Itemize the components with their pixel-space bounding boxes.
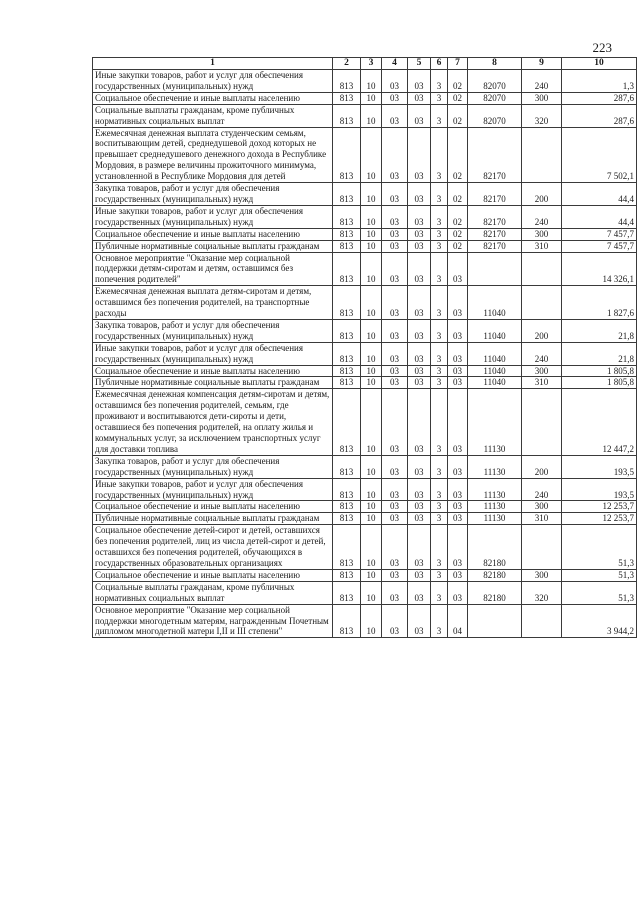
- code-direction: 82180: [468, 581, 522, 604]
- code-direction: 82170: [468, 183, 522, 206]
- code-ministry: 813: [333, 70, 361, 93]
- code-subsection: 03: [382, 455, 408, 478]
- code-expense-type: 300: [522, 228, 562, 240]
- code-subsection: 03: [382, 183, 408, 206]
- table-row: [93, 127, 637, 183]
- amount: 21,8: [562, 342, 637, 365]
- code-event: 03: [448, 342, 468, 365]
- code-expense-type: [522, 389, 562, 455]
- code-subsection: 03: [382, 501, 408, 513]
- code-program: 03: [408, 478, 431, 501]
- code-expense-type: 320: [522, 104, 562, 127]
- code-program: 03: [408, 581, 431, 604]
- code-subsection: 03: [382, 478, 408, 501]
- code-direction: 82170: [468, 127, 522, 183]
- code-direction: 11130: [468, 389, 522, 455]
- row-name: Иные закупки товаров, работ и услуг для обеспечения государственных (муниципальных) нужд: [93, 205, 333, 228]
- code-program: 03: [408, 70, 431, 93]
- code-event: 02: [448, 127, 468, 183]
- code-ministry: 813: [333, 286, 361, 320]
- code-section: 10: [361, 240, 382, 252]
- code-direction: 11040: [468, 365, 522, 377]
- code-subsection: 03: [382, 525, 408, 570]
- code-expense-type: 200: [522, 455, 562, 478]
- code-subsection: 03: [382, 342, 408, 365]
- code-event: 02: [448, 183, 468, 206]
- code-subsection: 03: [382, 604, 408, 638]
- code-expense-type: [522, 525, 562, 570]
- column-header: 2: [333, 58, 361, 70]
- code-subsection: 03: [382, 319, 408, 342]
- row-name: Иные закупки товаров, работ и услуг для обеспечения государственных (муниципальных) нужд: [93, 70, 333, 93]
- code-event: 03: [448, 252, 468, 286]
- code-section: 10: [361, 478, 382, 501]
- table-row: [93, 525, 637, 570]
- code-program: 03: [408, 127, 431, 183]
- code-direction: 82070: [468, 92, 522, 104]
- code-ministry: 813: [333, 569, 361, 581]
- code-subsection: 03: [382, 365, 408, 377]
- code-direction: 11130: [468, 455, 522, 478]
- row-name: Социальное обеспечение детей-сирот и детей, оставшихся без попечения родителей, лиц из числа детей-сирот и детей, оставшихся без попечения родителей, обучающихся в государственных образовательных организациях: [93, 525, 333, 570]
- code-subprogram: 3: [431, 569, 448, 581]
- table-row: [93, 205, 637, 228]
- code-expense-type: 240: [522, 70, 562, 93]
- code-program: 03: [408, 342, 431, 365]
- code-direction: 11040: [468, 319, 522, 342]
- code-direction: 82180: [468, 525, 522, 570]
- code-expense-type: 240: [522, 205, 562, 228]
- code-subprogram: 3: [431, 319, 448, 342]
- code-subprogram: 3: [431, 604, 448, 638]
- code-section: 10: [361, 104, 382, 127]
- amount: 3 944,2: [562, 604, 637, 638]
- code-expense-type: 320: [522, 581, 562, 604]
- code-ministry: 813: [333, 127, 361, 183]
- code-ministry: 813: [333, 389, 361, 455]
- code-event: 02: [448, 104, 468, 127]
- code-subprogram: 3: [431, 581, 448, 604]
- table-row: [93, 240, 637, 252]
- amount: 12 253,7: [562, 501, 637, 513]
- table-row: [93, 455, 637, 478]
- code-section: 10: [361, 70, 382, 93]
- code-program: 03: [408, 455, 431, 478]
- amount: 193,5: [562, 455, 637, 478]
- code-subprogram: 3: [431, 478, 448, 501]
- code-section: 10: [361, 183, 382, 206]
- amount: 51,3: [562, 569, 637, 581]
- code-section: 10: [361, 205, 382, 228]
- code-ministry: 813: [333, 92, 361, 104]
- code-event: 02: [448, 70, 468, 93]
- code-subsection: 03: [382, 104, 408, 127]
- code-ministry: 813: [333, 478, 361, 501]
- row-name: Закупка товаров, работ и услуг для обеспечения государственных (муниципальных) нужд: [93, 455, 333, 478]
- code-event: 03: [448, 513, 468, 525]
- page-number: 223: [592, 40, 612, 55]
- code-subsection: 03: [382, 240, 408, 252]
- code-section: 10: [361, 286, 382, 320]
- code-expense-type: 300: [522, 569, 562, 581]
- code-program: 03: [408, 569, 431, 581]
- row-name: Основное мероприятие "Оказание мер социальной поддержки многодетным матерям, награжденным Почетным дипломом многодетной матери I,II и III степени": [93, 604, 333, 638]
- code-subsection: 03: [382, 377, 408, 389]
- column-header: 6: [431, 58, 448, 70]
- code-section: 10: [361, 455, 382, 478]
- row-name: Социальное обеспечение и иные выплаты населению: [93, 228, 333, 240]
- table-row: [93, 252, 637, 286]
- code-event: 03: [448, 525, 468, 570]
- column-header: 5: [408, 58, 431, 70]
- row-name: Социальное обеспечение и иные выплаты населению: [93, 501, 333, 513]
- code-subprogram: 3: [431, 252, 448, 286]
- code-expense-type: 200: [522, 183, 562, 206]
- code-ministry: 813: [333, 365, 361, 377]
- row-name: Публичные нормативные социальные выплаты гражданам: [93, 377, 333, 389]
- amount: 14 326,1: [562, 252, 637, 286]
- code-program: 03: [408, 205, 431, 228]
- code-direction: 11130: [468, 513, 522, 525]
- column-header: 8: [468, 58, 522, 70]
- code-expense-type: [522, 252, 562, 286]
- table-row: [93, 569, 637, 581]
- code-subprogram: 3: [431, 513, 448, 525]
- code-section: 10: [361, 581, 382, 604]
- code-program: 03: [408, 104, 431, 127]
- amount: 7 457,7: [562, 228, 637, 240]
- row-name: Закупка товаров, работ и услуг для обеспечения государственных (муниципальных) нужд: [93, 183, 333, 206]
- code-ministry: 813: [333, 501, 361, 513]
- code-ministry: 813: [333, 240, 361, 252]
- column-header: 9: [522, 58, 562, 70]
- code-subsection: 03: [382, 513, 408, 525]
- code-event: 03: [448, 455, 468, 478]
- code-ministry: 813: [333, 228, 361, 240]
- code-subsection: 03: [382, 286, 408, 320]
- code-subsection: 03: [382, 252, 408, 286]
- code-ministry: 813: [333, 377, 361, 389]
- code-program: 03: [408, 501, 431, 513]
- code-expense-type: [522, 604, 562, 638]
- table-row: [93, 319, 637, 342]
- amount: 51,3: [562, 525, 637, 570]
- row-name: Социальные выплаты гражданам, кроме публичных нормативных социальных выплат: [93, 581, 333, 604]
- code-direction: 11130: [468, 501, 522, 513]
- code-section: 10: [361, 501, 382, 513]
- row-name: Закупка товаров, работ и услуг для обеспечения государственных (муниципальных) нужд: [93, 319, 333, 342]
- code-event: 03: [448, 501, 468, 513]
- code-expense-type: 310: [522, 377, 562, 389]
- code-program: 03: [408, 377, 431, 389]
- code-subsection: 03: [382, 205, 408, 228]
- code-program: 03: [408, 286, 431, 320]
- code-subsection: 03: [382, 70, 408, 93]
- code-program: 03: [408, 252, 431, 286]
- code-section: 10: [361, 604, 382, 638]
- code-ministry: 813: [333, 525, 361, 570]
- code-subprogram: 3: [431, 104, 448, 127]
- table-row: [93, 365, 637, 377]
- row-name: Ежемесячная денежная выплата студенческим семьям, воспитывающим детей, среднедушевой доход которых не превышает среднедушевого денежного дохода в Республике Мордовия, в размере величины прожиточного минимума, установленной в Республике Мордовия для детей: [93, 127, 333, 183]
- code-program: 03: [408, 389, 431, 455]
- row-name: Публичные нормативные социальные выплаты гражданам: [93, 240, 333, 252]
- amount: 44,4: [562, 205, 637, 228]
- code-subprogram: 3: [431, 92, 448, 104]
- column-header: 1: [93, 58, 333, 70]
- code-event: 03: [448, 377, 468, 389]
- table-row: [93, 604, 637, 638]
- code-expense-type: 240: [522, 342, 562, 365]
- code-program: 03: [408, 92, 431, 104]
- code-ministry: 813: [333, 183, 361, 206]
- code-ministry: 813: [333, 319, 361, 342]
- code-event: 02: [448, 228, 468, 240]
- amount: 287,6: [562, 92, 637, 104]
- table-row: [93, 342, 637, 365]
- code-event: 03: [448, 389, 468, 455]
- code-subprogram: 3: [431, 228, 448, 240]
- amount: 1 827,6: [562, 286, 637, 320]
- table-row: [93, 501, 637, 513]
- row-name: Иные закупки товаров, работ и услуг для обеспечения государственных (муниципальных) нужд: [93, 478, 333, 501]
- code-subprogram: 3: [431, 377, 448, 389]
- code-event: 03: [448, 286, 468, 320]
- code-direction: 82070: [468, 70, 522, 93]
- code-expense-type: [522, 127, 562, 183]
- code-program: 03: [408, 525, 431, 570]
- code-direction: 82170: [468, 228, 522, 240]
- code-subprogram: 3: [431, 70, 448, 93]
- code-event: 03: [448, 478, 468, 501]
- code-direction: [468, 604, 522, 638]
- code-event: 03: [448, 365, 468, 377]
- code-expense-type: [522, 286, 562, 320]
- code-direction: 82170: [468, 205, 522, 228]
- code-subsection: 03: [382, 127, 408, 183]
- code-subprogram: 3: [431, 240, 448, 252]
- code-event: 02: [448, 205, 468, 228]
- code-subsection: 03: [382, 581, 408, 604]
- code-direction: [468, 252, 522, 286]
- amount: 7 457,7: [562, 240, 637, 252]
- row-name: Социальное обеспечение и иные выплаты населению: [93, 92, 333, 104]
- code-event: 04: [448, 604, 468, 638]
- code-direction: 82170: [468, 240, 522, 252]
- code-subprogram: 3: [431, 342, 448, 365]
- code-expense-type: 310: [522, 513, 562, 525]
- code-section: 10: [361, 127, 382, 183]
- amount: 287,6: [562, 104, 637, 127]
- code-expense-type: 240: [522, 478, 562, 501]
- amount: 1,3: [562, 70, 637, 93]
- code-event: 02: [448, 240, 468, 252]
- table-row: [93, 581, 637, 604]
- column-header: 3: [361, 58, 382, 70]
- column-header: 4: [382, 58, 408, 70]
- table-row: [93, 389, 637, 455]
- code-event: 03: [448, 581, 468, 604]
- row-name: Ежемесячная денежная компенсация детям-сиротам и детям, оставшимся без попечения родителей, семьям, где проживают и воспитываются дети-сироты и дети, оставшиеся без попечения родителей, на оплату жилья и коммунальных услуг, за исключением транспортных услуг для доставки топлива: [93, 389, 333, 455]
- code-subprogram: 3: [431, 455, 448, 478]
- code-subprogram: 3: [431, 525, 448, 570]
- code-subsection: 03: [382, 389, 408, 455]
- code-subprogram: 3: [431, 389, 448, 455]
- code-section: 10: [361, 513, 382, 525]
- code-program: 03: [408, 240, 431, 252]
- code-ministry: 813: [333, 455, 361, 478]
- code-program: 03: [408, 183, 431, 206]
- code-expense-type: 300: [522, 501, 562, 513]
- code-event: 02: [448, 92, 468, 104]
- code-section: 10: [361, 252, 382, 286]
- code-program: 03: [408, 513, 431, 525]
- code-program: 03: [408, 365, 431, 377]
- amount: 21,8: [562, 319, 637, 342]
- amount: 7 502,1: [562, 127, 637, 183]
- code-section: 10: [361, 342, 382, 365]
- code-expense-type: 300: [522, 365, 562, 377]
- table-row: [93, 377, 637, 389]
- code-event: 03: [448, 319, 468, 342]
- row-name: Ежемесячная денежная выплата детям-сиротам и детям, оставшимся без попечения родителей, на транспортные расходы: [93, 286, 333, 320]
- code-subprogram: 3: [431, 205, 448, 228]
- code-section: 10: [361, 228, 382, 240]
- amount: 12 253,7: [562, 513, 637, 525]
- code-expense-type: 200: [522, 319, 562, 342]
- table-row: [93, 478, 637, 501]
- code-event: 03: [448, 569, 468, 581]
- code-ministry: 813: [333, 513, 361, 525]
- budget-table: [92, 57, 637, 638]
- table-row: [93, 104, 637, 127]
- code-subprogram: 3: [431, 365, 448, 377]
- code-ministry: 813: [333, 342, 361, 365]
- column-header: 10: [562, 58, 637, 70]
- code-expense-type: 310: [522, 240, 562, 252]
- amount: 1 805,8: [562, 365, 637, 377]
- code-program: 03: [408, 604, 431, 638]
- code-expense-type: 300: [522, 92, 562, 104]
- amount: 1 805,8: [562, 377, 637, 389]
- code-subprogram: 3: [431, 183, 448, 206]
- column-header: 7: [448, 58, 468, 70]
- code-subprogram: 3: [431, 127, 448, 183]
- code-section: 10: [361, 569, 382, 581]
- row-name: Социальное обеспечение и иные выплаты населению: [93, 569, 333, 581]
- row-name: Социальное обеспечение и иные выплаты населению: [93, 365, 333, 377]
- code-ministry: 813: [333, 604, 361, 638]
- table-row: [93, 183, 637, 206]
- code-ministry: 813: [333, 252, 361, 286]
- code-section: 10: [361, 389, 382, 455]
- table-row: [93, 286, 637, 320]
- code-ministry: 813: [333, 205, 361, 228]
- code-direction: 11040: [468, 286, 522, 320]
- code-section: 10: [361, 525, 382, 570]
- code-section: 10: [361, 377, 382, 389]
- code-program: 03: [408, 228, 431, 240]
- code-ministry: 813: [333, 104, 361, 127]
- code-subprogram: 3: [431, 501, 448, 513]
- row-name: Социальные выплаты гражданам, кроме публичных нормативных социальных выплат: [93, 104, 333, 127]
- code-subprogram: 3: [431, 286, 448, 320]
- code-direction: 82180: [468, 569, 522, 581]
- row-name: Публичные нормативные социальные выплаты гражданам: [93, 513, 333, 525]
- amount: 193,5: [562, 478, 637, 501]
- table-row: [93, 228, 637, 240]
- code-direction: 11040: [468, 377, 522, 389]
- table-row: [93, 513, 637, 525]
- amount: 51,3: [562, 581, 637, 604]
- code-section: 10: [361, 365, 382, 377]
- amount: 12 447,2: [562, 389, 637, 455]
- code-direction: 11130: [468, 478, 522, 501]
- table-row: [93, 92, 637, 104]
- code-subsection: 03: [382, 92, 408, 104]
- code-subsection: 03: [382, 569, 408, 581]
- code-direction: 11040: [468, 342, 522, 365]
- table-row: [93, 70, 637, 93]
- table-header-row: [93, 58, 637, 70]
- code-section: 10: [361, 92, 382, 104]
- amount: 44,4: [562, 183, 637, 206]
- code-direction: 82070: [468, 104, 522, 127]
- row-name: Основное мероприятие "Оказание мер социальной поддержки детям-сиротам и детям, оставшимся без попечения родителей": [93, 252, 333, 286]
- row-name: Иные закупки товаров, работ и услуг для обеспечения государственных (муниципальных) нужд: [93, 342, 333, 365]
- code-program: 03: [408, 319, 431, 342]
- code-subsection: 03: [382, 228, 408, 240]
- code-ministry: 813: [333, 581, 361, 604]
- code-section: 10: [361, 319, 382, 342]
